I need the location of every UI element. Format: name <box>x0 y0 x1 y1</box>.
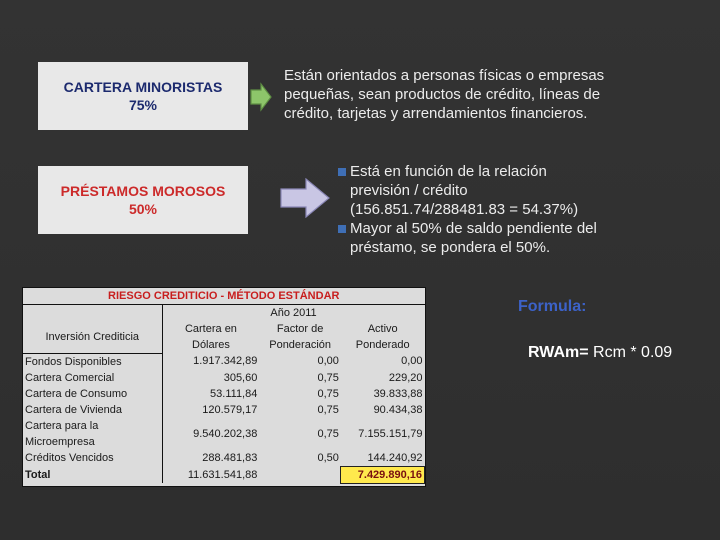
cell-dolares: 9.540.202,38 <box>193 427 258 440</box>
cell-factor: 0,50 <box>317 451 339 464</box>
bullet-item <box>336 219 606 257</box>
table-row <box>23 450 425 467</box>
prestamos-morosos-title: PRÉSTAMOS MOROSOS <box>60 183 226 199</box>
cell-ponderado: 0,00 <box>401 355 423 368</box>
right-arrow-icon <box>280 178 330 218</box>
row-label: Fondos Disponibles <box>23 353 162 370</box>
table-row <box>23 418 425 450</box>
row-label: Créditos Vencidos <box>23 450 162 467</box>
cell-dolares: 288.481,83 <box>202 451 258 464</box>
row-label: Cartera de Consumo <box>23 386 162 402</box>
table-row <box>23 386 425 402</box>
label-column-header: Inversión Crediticia <box>23 321 162 353</box>
cartera-minoristas-description: Están orientados a personas físicas o empresas pequeñas, sean productos de crédito, líneas de crédito, tarjetas y arrendamientos financieros. <box>284 67 605 122</box>
column-header: Ponderación <box>269 339 332 351</box>
total-dolares: 11.631.541,88 <box>187 468 258 481</box>
table-row <box>23 402 425 418</box>
cartera-minoristas-percent: 75% <box>128 97 158 113</box>
total-factor-empty <box>259 466 341 483</box>
cell-ponderado: 229,20 <box>388 371 423 384</box>
square-bullet-icon <box>338 168 346 176</box>
table-row <box>23 353 425 370</box>
formula-lhs: RWAm= <box>528 344 589 361</box>
row-label: Cartera de Vivienda <box>23 402 162 418</box>
formula-rhs: Rcm * 0.09 <box>588 344 673 361</box>
total-ponderado: 7.429.890,16 <box>341 466 425 483</box>
prestamos-morosos-bullets <box>336 162 606 257</box>
year-header: Año 2011 <box>270 307 317 319</box>
cell-factor: 0,00 <box>317 355 339 368</box>
cartera-minoristas-box <box>38 62 248 130</box>
column-header: Factor de <box>276 323 324 335</box>
cell-factor: 0,75 <box>317 371 339 384</box>
cell-dolares: 305,60 <box>223 371 258 384</box>
cell-factor: 0,75 <box>317 427 339 440</box>
cell-factor: 0,75 <box>317 387 339 400</box>
formula-label: Formula: <box>518 298 587 315</box>
prestamos-morosos-box <box>38 166 248 234</box>
column-header: Activo <box>367 323 398 335</box>
column-header: Dólares <box>192 339 230 351</box>
cell-ponderado: 39.833,88 <box>373 387 423 400</box>
cell-dolares: 53.111,84 <box>210 387 258 400</box>
cell-ponderado: 144.240,92 <box>367 451 423 464</box>
cell-dolares: 1.917.342,89 <box>193 355 258 368</box>
bullet-text: Mayor al 50% de saldo pendiente del préstamo, se pondera el 50%. <box>350 220 597 256</box>
label-header-spacer <box>23 305 162 322</box>
cell-factor: 0,75 <box>317 403 339 416</box>
right-arrow-icon <box>250 82 272 112</box>
table-row <box>23 370 425 386</box>
row-label: Cartera para la Microempresa <box>23 418 162 450</box>
cell-ponderado: 90.434,38 <box>373 403 423 416</box>
square-bullet-icon <box>338 225 346 233</box>
table-title: RIESGO CREDITICIO - MÉTODO ESTÁNDAR <box>23 288 425 305</box>
table-row-total <box>23 466 425 483</box>
column-header: Cartera en <box>184 323 237 335</box>
cartera-minoristas-title: CARTERA MINORISTAS <box>63 79 223 95</box>
bullet-item <box>336 162 606 219</box>
prestamos-morosos-percent: 50% <box>128 201 158 217</box>
row-label: Cartera Comercial <box>23 370 162 386</box>
bullet-text: Está en función de la relación previsión / crédito (156.851.74/288481.83 = 54.37%) <box>350 163 579 218</box>
column-header: Ponderado <box>355 339 410 351</box>
data-table <box>23 288 425 484</box>
riesgo-crediticio-table <box>22 287 426 487</box>
total-label: Total <box>23 466 162 483</box>
cell-dolares: 120.579,17 <box>202 403 258 416</box>
formula-text <box>528 344 672 362</box>
cell-ponderado: 7.155.151,79 <box>358 427 423 440</box>
